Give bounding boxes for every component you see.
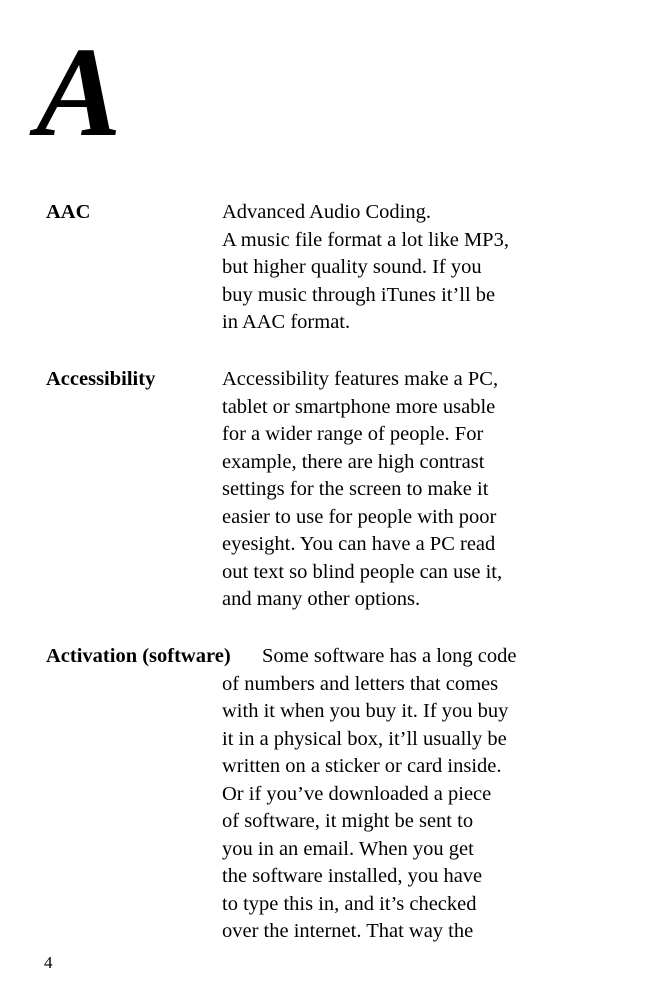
definition-line: Or if you’ve downloaded a piece — [222, 782, 492, 805]
definition-line: eyesight. You can have a PC read — [222, 533, 496, 555]
definition-line: easier to use for people with poor — [222, 505, 497, 528]
glossary-definition — [222, 366, 502, 614]
definition-line: Advanced Audio Coding. — [222, 201, 431, 223]
glossary-definition — [222, 199, 509, 337]
definition-line: for a wider range of people. For — [222, 423, 484, 445]
definition-line: of numbers and letters that comes — [222, 672, 499, 695]
glossary-term: Accessibility — [46, 368, 156, 390]
page-number: 4 — [44, 953, 53, 972]
glossary-definition — [222, 671, 508, 946]
section-letter-heading: A — [36, 21, 122, 163]
definition-line: over the internet. That way the — [222, 920, 474, 942]
definition-line: the software installed, you have — [222, 865, 483, 887]
definition-line: buy music through iTunes it’ll be — [222, 283, 496, 306]
definition-line: Accessibility features make a PC, — [222, 368, 499, 390]
definition-line: to type this in, and it’s checked — [222, 892, 477, 915]
definition-line: Some software has a long code — [262, 645, 517, 667]
glossary-term: AAC — [46, 201, 91, 223]
definition-line: but higher quality sound. If you — [222, 256, 482, 278]
definition-line: with it when you buy it. If you buy — [222, 700, 509, 722]
definition-line: and many other options. — [222, 588, 421, 610]
definition-line: in AAC format. — [222, 311, 351, 333]
definition-line: tablet or smartphone more usable — [222, 395, 496, 418]
definition-line: written on a sticker or card inside. — [222, 755, 502, 777]
definition-line: it in a physical box, it’ll usually be — [222, 727, 507, 750]
definition-line: example, there are high contrast — [222, 450, 485, 473]
definition-line: of software, it might be sent to — [222, 810, 474, 832]
definition-line: out text so blind people can use it, — [222, 560, 503, 583]
glossary-term: Activation (software) — [46, 645, 231, 667]
definition-line: A music file format a lot like MP3, — [222, 228, 509, 251]
definition-line: settings for the screen to make it — [222, 478, 489, 500]
definition-line: you in an email. When you get — [222, 837, 474, 860]
